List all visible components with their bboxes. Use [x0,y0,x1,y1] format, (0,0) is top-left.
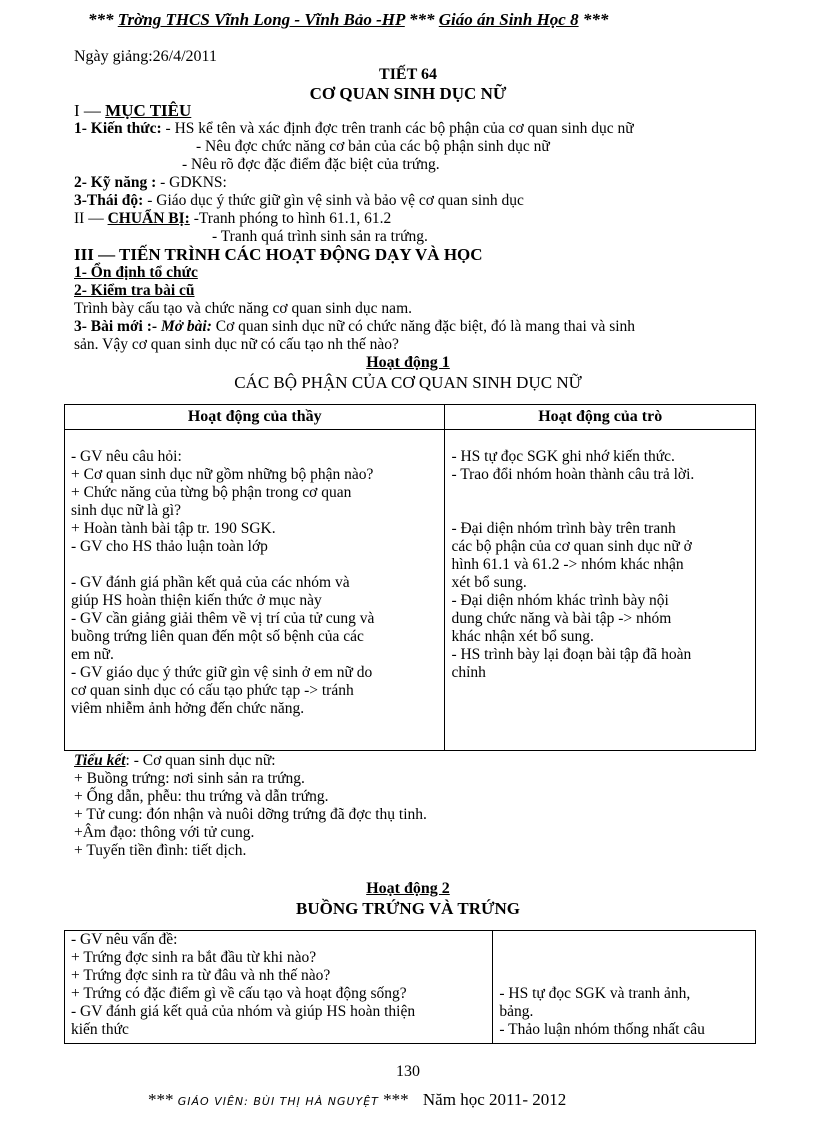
page-footer [148,1090,566,1110]
summary-item: + Tử cung: đón nhận và nuôi dỡng trứng đã đợc thụ tinh. [74,806,427,823]
teacher-activity-line: - GV giáo dục ý thức giữ gìn vệ sinh ở em nữ do [71,664,373,681]
summary-item: +Âm đạo: thông với tử cung. [74,824,255,841]
activity-2-student-line: bảng. [499,1003,534,1020]
header-school: Trờng THCS Vĩnh Long - Vĩnh Bảo -HP [117,10,405,29]
student-activity-line: chỉnh [451,664,486,681]
teacher-activity-line: sinh dục nữ là gì? [71,502,181,519]
objective-knowledge-2: - Nêu đợc chức năng cơ bản của các bộ phận sinh dục nữ [196,138,550,155]
header-stars-right: *** [578,10,609,29]
review-question: Trình bày cấu tạo và chức năng cơ quan sinh dục nam. [74,300,412,317]
student-activity-line: các bộ phận của cơ quan sinh dục nữ ở [451,538,692,555]
footer-author: GIÁO VIÊN: BÙI THỊ HÀ NGUYỆT [177,1095,379,1108]
activity-2-student-line: - HS tự đọc SGK và tranh ảnh, [499,985,691,1002]
activity-2-student-cell [493,931,756,1044]
student-activity-line: - HS tự đọc SGK ghi nhớ kiến thức. [451,448,675,465]
student-activity-line: hình 61.1 và 61.2 -> nhóm khác nhận [451,556,684,573]
activity-2-teacher-line: kiến thức [71,1021,129,1038]
summary-intro: Tiểu kết: - Cơ quan sinh dục nữ: [74,752,276,769]
lesson-number: TIẾT 64 [379,66,437,83]
header-subject: Giáo án Sinh Học 8 [438,10,579,29]
activity-1-table [64,404,756,751]
activity-2-teacher-line: + Trứng đợc sinh ra từ đâu và nh thế nào? [71,967,331,984]
preparation-line-2: - Tranh quá trình sinh sản ra trứng. [212,228,428,245]
teacher-activity-line: em nữ. [71,646,114,663]
objective-knowledge-3: - Nêu rõ đợc đặc điểm đặc biệt của trứng. [182,156,440,173]
teacher-activity-line: cơ quan sinh dục có cấu tạo phức tạp -> tránh [71,682,354,699]
activity-1-label: Hoạt động 1 [366,354,450,371]
header-stars-left: *** [88,10,118,29]
student-activity-line: khác nhận xét bổ sung. [451,628,594,645]
teacher-activity-line: + Cơ quan sinh dục nữ gồm những bộ phận nào? [71,466,374,483]
activity-2-teacher-line: - GV nêu vấn đề: [71,931,178,948]
activity-2-table [64,930,756,1044]
footer-stars-left: *** [148,1090,178,1109]
teacher-activity-line: giúp HS hoàn thiện kiến thức ở mục này [71,592,322,609]
objective-knowledge-1: 1- Kiến thức: - HS kể tên và xác định đợc trên tranh các bộ phận của cơ quan sinh dục nữ [74,120,634,137]
teacher-activity-line: + Hoàn tành bài tập tr. 190 SGK. [71,520,276,537]
teaching-date: Ngày giảng:26/4/2011 [74,48,217,65]
lesson-title: CƠ QUAN SINH DỤC NỮ [309,84,507,103]
summary-item: + Ống dẫn, phễu: thu trứng và dẫn trứng. [74,788,329,805]
activity-2-teacher-cell [65,931,493,1044]
teacher-activity-line: - GV đánh giá phần kết quả của các nhóm và [71,574,350,591]
new-lesson-line-1: 3- Bài mới :- Mở bài: Cơ quan sinh dục nữ có chức năng đặc biệt, đó là mang thai và sinh [74,318,636,335]
footer-year: Năm học 2011- 2012 [422,1090,567,1109]
objective-skill: 2- Kỹ năng : - GDKNS: [74,174,227,191]
section-preparation: II — CHUẨN BỊ: -Tranh phóng to hình 61.1, 61.2 [74,210,392,227]
process-item-2: 2- Kiểm tra bài cũ [74,282,195,299]
activity-2-teacher-line: - GV đánh giá kết quả của nhóm và giúp HS hoàn thiện [71,1003,416,1020]
activity-2-label: Hoạt động 2 [366,880,450,897]
student-activity-line: - Đại diện nhóm trình bày trên tranh [451,520,676,537]
teacher-activity-line: - GV nêu câu hỏi: [71,448,182,465]
column-header-teacher: Hoạt động của thầy [65,405,445,430]
section-objectives-heading: I — MỤC TIÊU [74,101,192,120]
teacher-activity-line: viêm nhiễm ảnh hởng đến chức năng. [71,700,305,717]
student-activity-line: - HS trình bày lại đoạn bài tập đã hoàn [451,646,692,663]
student-activity-line: dung chức năng và bài tập -> nhóm [451,610,672,627]
teacher-activity-line: - GV cho HS thảo luận toàn lớp [71,538,268,555]
activity-2-teacher-line: + Trứng có đặc điểm gì về cấu tạo và hoạt động sống? [71,985,407,1002]
student-activities-cell [445,430,756,751]
activity-2-title: BUỒNG TRỨNG VÀ TRỨNG [295,899,520,918]
summary-item: + Buồng trứng: nơi sinh sản ra trứng. [74,770,305,787]
header-stars-mid: *** [404,10,439,29]
page-header [88,10,608,30]
teacher-activity-line: buồng trứng liên quan đến một số bệnh của các [71,628,364,645]
activity-1-title: CÁC BỘ PHẬN CỦA CƠ QUAN SINH DỤC NỮ [234,373,582,392]
teacher-activity-line: - GV cần giảng giải thêm về vị trí của tử cung và [71,610,375,627]
activity-2-teacher-line: + Trứng đợc sinh ra bắt đầu từ khi nào? [71,949,317,966]
teacher-activities-cell [65,430,445,751]
process-item-1: 1- Ổn định tổ chức [74,264,198,281]
column-header-student: Hoạt động của trò [445,405,756,430]
teacher-activity-line: + Chức năng của từng bộ phận trong cơ quan [71,484,352,501]
new-lesson-line-2: sản. Vậy cơ quan sinh dục nữ có cấu tạo nh thế nào? [74,336,399,353]
student-activity-line: - Trao đổi nhóm hoàn thành câu trả lời. [451,466,695,483]
page-number: 130 [396,1063,420,1080]
footer-stars-mid: *** [378,1090,413,1109]
objective-attitude: 3-Thái độ: - Giáo dục ý thức giữ gìn vệ sinh và bảo vệ cơ quan sinh dục [74,192,524,209]
student-activity-line: xét bổ sung. [451,574,527,591]
summary-item: + Tuyến tiền đình: tiết dịch. [74,842,247,859]
activity-2-student-line: - Thảo luận nhóm thống nhất câu [499,1021,705,1038]
student-activity-line: - Đại diện nhóm khác trình bày nội [451,592,669,609]
section-process-heading: III — TIẾN TRÌNH CÁC HOẠT ĐỘNG DẠY VÀ HỌC [74,245,483,264]
